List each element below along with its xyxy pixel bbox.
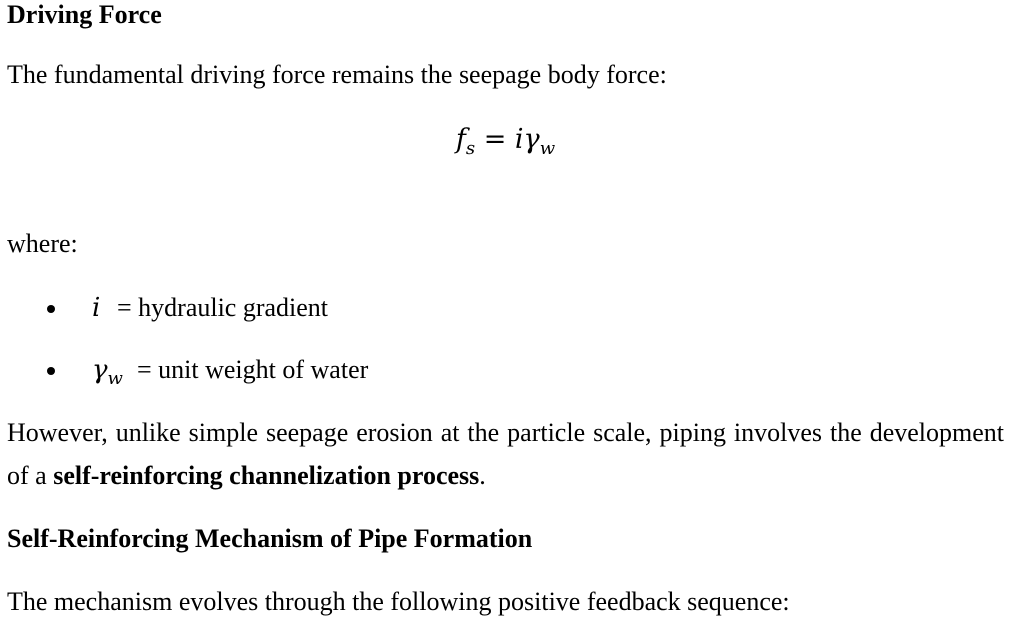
definition-description: = hydraulic gradient	[117, 293, 329, 322]
section-heading-self-reinforcing: Self-Reinforcing Mechanism of Pipe Formation	[7, 524, 533, 553]
piping-paragraph-lead: However, unlike simple seepage erosion at the particle scale, piping involves the development of a	[7, 418, 1004, 490]
definition-item	[7, 354, 507, 389]
equation-lhs-subscript: s	[465, 138, 476, 159]
piping-paragraph	[7, 411, 1004, 497]
piping-paragraph-tail: .	[479, 461, 486, 490]
driving-force-intro: The fundamental driving force remains the seepage body force:	[7, 60, 667, 89]
bullet-icon	[47, 305, 55, 313]
definition-description: = unit weight of water	[137, 355, 369, 384]
piping-paragraph-emphasis: self-reinforcing channelization process	[53, 461, 480, 490]
definition-item	[7, 292, 507, 324]
where-label: where:	[7, 229, 78, 258]
mechanism-intro: The mechanism evolves through the following positive feedback sequence:	[7, 587, 790, 616]
definition-symbol: i	[92, 293, 101, 323]
section-heading-driving-force: Driving Force	[7, 0, 162, 29]
bullet-icon	[47, 367, 55, 375]
seepage-force-equation	[7, 124, 1004, 159]
definition-symbol: $\gamma_w$	[92, 355, 123, 389]
equation-operator: =	[483, 124, 507, 155]
equation-lhs-symbol: f	[455, 124, 466, 155]
equation-rhs-subscript: w	[539, 138, 556, 159]
equation-rhs-symbol: iγ	[514, 124, 540, 155]
